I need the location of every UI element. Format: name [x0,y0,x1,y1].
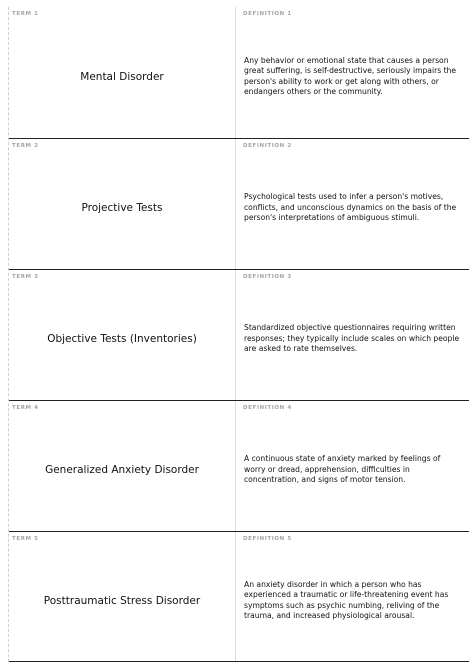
definition-text: An anxiety disorder in which a person who has experienced a traumatic or life-threatening event has symptoms such as psychic numbing, reliving of the trauma, and increased physiological arousal. [244,579,449,620]
term-text: Generalized Anxiety Disorder [45,464,199,476]
definition-tag: DEFINITION 4 [243,405,292,411]
term-text: Projective Tests [81,202,163,214]
term-card [9,401,235,531]
definition-card [235,7,469,138]
term-text: Objective Tests (Inventories) [47,333,197,345]
term-text: Mental Disorder [80,70,164,83]
definition-card [235,532,469,661]
term-tag: TERM 1 [12,11,39,17]
flashcard-row [9,269,469,400]
term-tag: TERM 4 [12,405,39,411]
definition-text: A continuous state of anxiety marked by feelings of worry or dread, apprehension, difficulties in concentration, and signs of motor tension. [244,454,441,485]
definition-card [235,139,469,269]
definition-tag: DEFINITION 1 [243,11,292,17]
flashcard-row [9,138,469,269]
term-card [9,532,235,661]
definition-text: Standardized objective questionnaires requiring written responses; they typically include scales on which people are asked to rate themselves. [244,323,460,354]
flashcard-row [9,531,469,662]
term-text: Posttraumatic Stress Disorder [43,594,201,607]
definition-tag: DEFINITION 3 [243,274,292,280]
definition-text: Psychological tests used to infer a person's motives, conflicts, and unconscious dynamics on the basis of the person's interpretations of ambiguous stimuli. [244,192,457,223]
definition-tag: DEFINITION 2 [243,143,292,149]
term-tag: TERM 2 [12,143,39,149]
term-tag: TERM 5 [12,536,39,542]
term-tag: TERM 3 [12,274,39,280]
term-card [9,139,235,269]
term-card [9,7,235,138]
flashcard-sheet [8,7,469,662]
definition-card [235,270,469,400]
flashcard-row [9,400,469,531]
definition-tag: DEFINITION 5 [243,536,292,542]
definition-text: Any behavior or emotional state that causes a person great suffering, is self-destructive, seriously impairs the person's ability to work or get along with others, or endangers others or the community. [244,55,457,96]
definition-card [235,401,469,531]
flashcard-row [9,7,469,138]
term-card [9,270,235,400]
